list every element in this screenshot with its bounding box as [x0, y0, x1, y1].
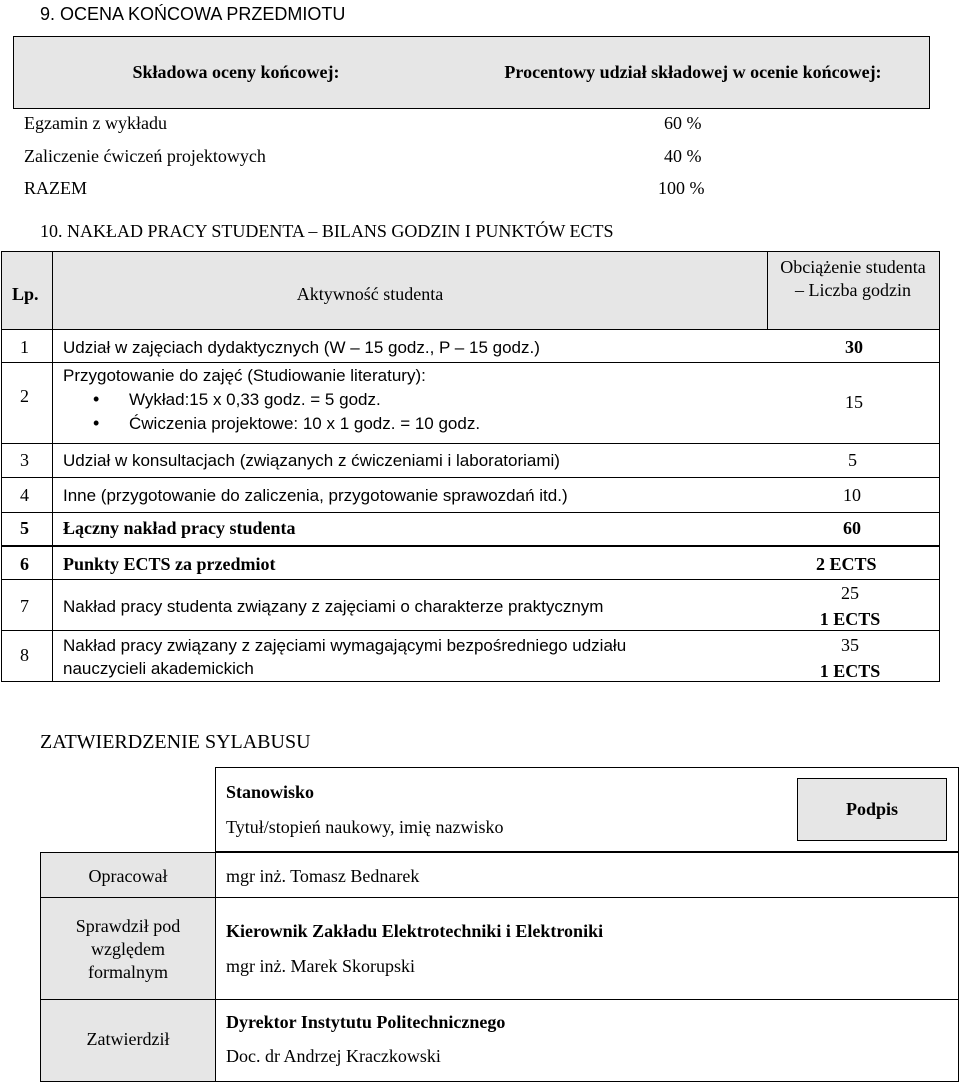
approval-checked-name: mgr inż. Marek Skorupski — [226, 956, 415, 976]
approval-checked-line: Sprawdził pod — [75, 916, 181, 936]
ects-row-value: 30 — [845, 337, 863, 357]
ects-row-activity — [63, 634, 626, 680]
ects-row2-bullet: • Ćwiczenia projektowe: 10 x 1 godz. = 10 godz. — [59, 412, 480, 436]
ects-row-activity: Udział w zajęciach dydaktycznych (W – 15 godz., P – 15 godz.) — [63, 338, 540, 357]
ects-row-value: 15 — [845, 392, 863, 412]
ects-row-activity: Udział w konsultacjach (związanych z ćwiczeniami i laboratoriami) — [63, 451, 560, 470]
ects-row-value: 5 — [848, 450, 857, 470]
approval-checked-position: Kierownik Zakładu Elektrotechniki i Elektroniki — [226, 921, 604, 941]
ects-row8-line: nauczycieli akademickich — [63, 659, 254, 678]
ects-row-activity: Inne (przygotowanie do zaliczenia, przygotowanie sprawozdań itd.) — [63, 486, 568, 505]
ects-row7-ects: 1 ECTS — [819, 609, 881, 629]
approval-checked-label — [41, 915, 215, 984]
ects-row-lp: 1 — [20, 337, 29, 357]
approval-approved-name: Doc. dr Andrzej Kraczkowski — [226, 1046, 441, 1066]
approval-checked-line: formalnym — [88, 962, 168, 982]
ects-row-value: 10 — [843, 485, 861, 505]
ects-header-activity: Aktywność studenta — [296, 284, 444, 304]
approval-checked-line: względem — [91, 939, 165, 959]
approval-approved-position: Dyrektor Instytutu Politechnicznego — [226, 1012, 506, 1032]
approval-prepared-label: Opracował — [88, 866, 168, 886]
ects-row8-line: Nakład pracy związany z zajęciami wymagającymi bezpośredniego udziału — [63, 636, 627, 655]
ects-row-lp: 8 — [20, 645, 29, 665]
ects-row8-ects: 1 ECTS — [819, 661, 881, 681]
ects-row-value — [790, 632, 910, 684]
ects-row-lp: 4 — [20, 485, 29, 505]
ects-row-lp: 2 — [20, 386, 29, 406]
ects-row-lp: 3 — [20, 450, 29, 470]
ects-row-activity: Nakład pracy studenta związany z zajęciami o charakterze praktycznym — [63, 597, 604, 616]
grade-row-value: 40 % — [664, 146, 702, 166]
ects-row-value: 60 — [843, 518, 861, 538]
ects-row-lp: 7 — [20, 596, 29, 616]
approval-header-title-name: Tytuł/stopień naukowy, imię nazwisko — [226, 817, 504, 837]
grade-row-value: 60 % — [664, 113, 702, 133]
section-9-title: 9. OCENA KOŃCOWA PRZEDMIOTU — [40, 4, 346, 24]
ects-row-activity — [63, 364, 480, 436]
approval-header-signature: Podpis — [845, 799, 899, 819]
ects-row-lp: 6 — [20, 554, 29, 574]
section-10-title: 10. NAKŁAD PRACY STUDENTA – BILANS GODZIN I PUNKTÓW ECTS — [40, 221, 614, 241]
ects-header-load: Obciążenie studenta – Liczba godzin — [780, 257, 926, 300]
ects-row2-intro: Przygotowanie do zajęć (Studiowanie literatury): — [63, 366, 426, 385]
approval-title: ZATWIERDZENIE SYLABUSU — [40, 731, 311, 753]
grade-header-share: Procentowy udział składowej w ocenie końcowej: — [504, 62, 882, 82]
ects-row7-hours: 25 — [841, 583, 859, 603]
approval-header-position: Stanowisko — [226, 782, 315, 802]
ects-header-lp: Lp. — [12, 284, 39, 304]
grade-row-label: Zaliczenie ćwiczeń projektowych — [24, 146, 266, 166]
grade-row-label: Egzamin z wykładu — [24, 113, 167, 133]
ects-row-value — [790, 580, 910, 632]
ects-row-value: 2 ECTS — [816, 554, 877, 574]
grade-row-label: RAZEM — [24, 178, 87, 198]
ects-row8-hours: 35 — [841, 635, 859, 655]
grade-header-component: Składowa oceny końcowej: — [132, 62, 340, 82]
ects-row-lp: 5 — [20, 518, 29, 538]
ects-row2-bullet: • Wykład:15 x 0,33 godz. = 5 godz. — [59, 388, 480, 412]
approval-approved-label: Zatwierdził — [86, 1029, 170, 1049]
ects-row-activity: Łączny nakład pracy studenta — [63, 518, 296, 538]
ects-row-activity: Punkty ECTS za przedmiot — [63, 554, 276, 574]
approval-prepared-name: mgr inż. Tomasz Bednarek — [226, 866, 420, 886]
grade-row-value: 100 % — [658, 178, 705, 198]
